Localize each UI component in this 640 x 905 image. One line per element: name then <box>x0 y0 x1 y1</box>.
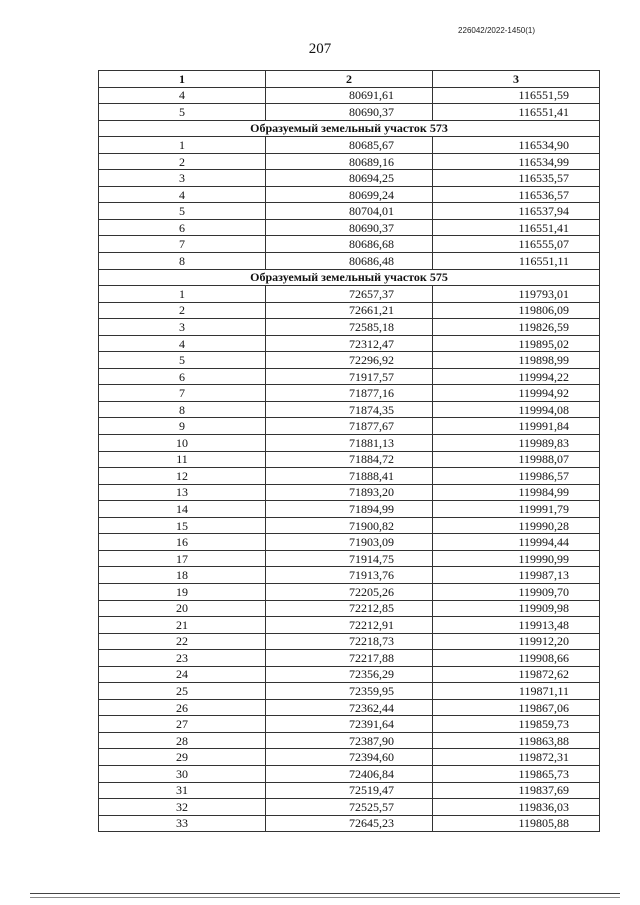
y-coordinate-cell: 119826,59 <box>433 319 600 336</box>
point-number-cell: 14 <box>99 501 266 518</box>
point-number-cell: 1 <box>99 286 266 303</box>
page-number: 207 <box>308 41 332 57</box>
point-number-cell: 19 <box>99 583 266 600</box>
x-coordinate-cell: 72661,21 <box>266 302 433 319</box>
table-row <box>99 451 600 468</box>
point-number-cell: 12 <box>99 468 266 485</box>
point-number-cell: 3 <box>99 319 266 336</box>
table-row <box>99 468 600 485</box>
y-coordinate-cell: 119989,83 <box>433 435 600 452</box>
y-coordinate-cell: 119991,84 <box>433 418 600 435</box>
x-coordinate-cell: 80686,48 <box>266 253 433 270</box>
y-coordinate-cell: 119837,69 <box>433 782 600 799</box>
point-number-cell: 13 <box>99 484 266 501</box>
x-coordinate-cell: 72312,47 <box>266 335 433 352</box>
y-coordinate-cell: 119872,62 <box>433 666 600 683</box>
point-number-cell: 6 <box>99 219 266 236</box>
point-number-cell: 4 <box>99 186 266 203</box>
y-coordinate-cell: 119867,06 <box>433 699 600 716</box>
y-coordinate-cell: 119806,09 <box>433 302 600 319</box>
point-number-cell: 21 <box>99 617 266 634</box>
table-row <box>99 765 600 782</box>
point-number-cell: 33 <box>99 815 266 832</box>
y-coordinate-cell: 119872,31 <box>433 749 600 766</box>
table-row <box>99 137 600 154</box>
table-row <box>99 401 600 418</box>
y-coordinate-cell: 119988,07 <box>433 451 600 468</box>
table-row <box>99 368 600 385</box>
table-row <box>99 782 600 799</box>
x-coordinate-cell: 72296,92 <box>266 352 433 369</box>
table-row <box>99 253 600 270</box>
section-title: Образуемый земельный участок 575 <box>99 269 600 286</box>
column-header-2: 2 <box>266 71 433 88</box>
y-coordinate-cell: 119986,57 <box>433 468 600 485</box>
table-row <box>99 699 600 716</box>
table-row <box>99 534 600 551</box>
table-row <box>99 153 600 170</box>
column-header-1: 1 <box>99 71 266 88</box>
x-coordinate-cell: 80685,67 <box>266 137 433 154</box>
y-coordinate-cell: 119912,20 <box>433 633 600 650</box>
table-row <box>99 385 600 402</box>
point-number-cell: 5 <box>99 104 266 121</box>
y-coordinate-cell: 119909,98 <box>433 600 600 617</box>
table-row <box>99 418 600 435</box>
y-coordinate-cell: 119865,73 <box>433 765 600 782</box>
table-row <box>99 650 600 667</box>
table-row <box>99 104 600 121</box>
x-coordinate-cell: 72406,84 <box>266 765 433 782</box>
y-coordinate-cell: 119908,66 <box>433 650 600 667</box>
point-number-cell: 4 <box>99 335 266 352</box>
table-row <box>99 87 600 104</box>
x-coordinate-cell: 71881,13 <box>266 435 433 452</box>
y-coordinate-cell: 119836,03 <box>433 799 600 816</box>
x-coordinate-cell: 71877,67 <box>266 418 433 435</box>
y-coordinate-cell: 119987,13 <box>433 567 600 584</box>
x-coordinate-cell: 71914,75 <box>266 550 433 567</box>
x-coordinate-cell: 72218,73 <box>266 633 433 650</box>
table-row <box>99 666 600 683</box>
table-row <box>99 302 600 319</box>
x-coordinate-cell: 71893,20 <box>266 484 433 501</box>
x-coordinate-cell: 72519,47 <box>266 782 433 799</box>
table-row <box>99 484 600 501</box>
point-number-cell: 9 <box>99 418 266 435</box>
point-number-cell: 1 <box>99 137 266 154</box>
column-header-3: 3 <box>433 71 600 88</box>
section-title: Образуемый земельный участок 573 <box>99 120 600 137</box>
table-row <box>99 633 600 650</box>
table-row <box>99 435 600 452</box>
point-number-cell: 22 <box>99 633 266 650</box>
section-header-row <box>99 269 600 286</box>
y-coordinate-cell: 119913,48 <box>433 617 600 634</box>
point-number-cell: 25 <box>99 683 266 700</box>
table-row <box>99 352 600 369</box>
y-coordinate-cell: 119990,99 <box>433 550 600 567</box>
table-row <box>99 815 600 832</box>
point-number-cell: 20 <box>99 600 266 617</box>
point-number-cell: 18 <box>99 567 266 584</box>
x-coordinate-cell: 72359,95 <box>266 683 433 700</box>
y-coordinate-cell: 119871,11 <box>433 683 600 700</box>
x-coordinate-cell: 71877,16 <box>266 385 433 402</box>
table-row <box>99 732 600 749</box>
section-header-row <box>99 120 600 137</box>
x-coordinate-cell: 80689,16 <box>266 153 433 170</box>
point-number-cell: 17 <box>99 550 266 567</box>
point-number-cell: 7 <box>99 385 266 402</box>
y-coordinate-cell: 119859,73 <box>433 716 600 733</box>
table-row <box>99 567 600 584</box>
y-coordinate-cell: 116537,94 <box>433 203 600 220</box>
y-coordinate-cell: 119793,01 <box>433 286 600 303</box>
point-number-cell: 16 <box>99 534 266 551</box>
point-number-cell: 26 <box>99 699 266 716</box>
y-coordinate-cell: 119994,92 <box>433 385 600 402</box>
table-row <box>99 286 600 303</box>
footer-rule <box>30 893 620 894</box>
point-number-cell: 8 <box>99 253 266 270</box>
table-row <box>99 600 600 617</box>
x-coordinate-cell: 80690,37 <box>266 104 433 121</box>
y-coordinate-cell: 116551,41 <box>433 219 600 236</box>
point-number-cell: 11 <box>99 451 266 468</box>
x-coordinate-cell: 72217,88 <box>266 650 433 667</box>
point-number-cell: 7 <box>99 236 266 253</box>
x-coordinate-cell: 72525,57 <box>266 799 433 816</box>
table-row <box>99 716 600 733</box>
x-coordinate-cell: 71913,76 <box>266 567 433 584</box>
y-coordinate-cell: 119994,22 <box>433 368 600 385</box>
table-row <box>99 219 600 236</box>
point-number-cell: 32 <box>99 799 266 816</box>
x-coordinate-cell: 80690,37 <box>266 219 433 236</box>
y-coordinate-cell: 116536,57 <box>433 186 600 203</box>
table-row <box>99 799 600 816</box>
point-number-cell: 3 <box>99 170 266 187</box>
x-coordinate-cell: 71888,41 <box>266 468 433 485</box>
x-coordinate-cell: 72356,29 <box>266 666 433 683</box>
y-coordinate-cell: 116535,57 <box>433 170 600 187</box>
y-coordinate-cell: 116555,07 <box>433 236 600 253</box>
point-number-cell: 10 <box>99 435 266 452</box>
x-coordinate-cell: 71874,35 <box>266 401 433 418</box>
x-coordinate-cell: 72391,64 <box>266 716 433 733</box>
y-coordinate-cell: 116551,59 <box>433 87 600 104</box>
point-number-cell: 15 <box>99 517 266 534</box>
y-coordinate-cell: 119898,99 <box>433 352 600 369</box>
point-number-cell: 2 <box>99 153 266 170</box>
table-row <box>99 501 600 518</box>
point-number-cell: 30 <box>99 765 266 782</box>
table-row <box>99 203 600 220</box>
x-coordinate-cell: 72212,91 <box>266 617 433 634</box>
x-coordinate-cell: 72657,37 <box>266 286 433 303</box>
x-coordinate-cell: 72387,90 <box>266 732 433 749</box>
y-coordinate-cell: 119990,28 <box>433 517 600 534</box>
document-id: 226042/2022-1450(1) <box>458 26 535 35</box>
point-number-cell: 6 <box>99 368 266 385</box>
point-number-cell: 24 <box>99 666 266 683</box>
x-coordinate-cell: 71917,57 <box>266 368 433 385</box>
x-coordinate-cell: 72585,18 <box>266 319 433 336</box>
y-coordinate-cell: 116534,90 <box>433 137 600 154</box>
y-coordinate-cell: 119991,79 <box>433 501 600 518</box>
point-number-cell: 4 <box>99 87 266 104</box>
x-coordinate-cell: 80699,24 <box>266 186 433 203</box>
point-number-cell: 5 <box>99 203 266 220</box>
x-coordinate-cell: 80691,61 <box>266 87 433 104</box>
table-header-row <box>99 71 600 88</box>
x-coordinate-cell: 71894,99 <box>266 501 433 518</box>
table-row <box>99 617 600 634</box>
footer-rule-secondary <box>30 897 620 898</box>
table-row <box>99 550 600 567</box>
table-row <box>99 186 600 203</box>
x-coordinate-cell: 72362,44 <box>266 699 433 716</box>
table-row <box>99 517 600 534</box>
point-number-cell: 31 <box>99 782 266 799</box>
y-coordinate-cell: 119909,70 <box>433 583 600 600</box>
point-number-cell: 28 <box>99 732 266 749</box>
table-row <box>99 170 600 187</box>
point-number-cell: 2 <box>99 302 266 319</box>
point-number-cell: 5 <box>99 352 266 369</box>
table-row <box>99 583 600 600</box>
x-coordinate-cell: 71903,09 <box>266 534 433 551</box>
y-coordinate-cell: 119994,44 <box>433 534 600 551</box>
y-coordinate-cell: 119984,99 <box>433 484 600 501</box>
y-coordinate-cell: 119895,02 <box>433 335 600 352</box>
y-coordinate-cell: 116534,99 <box>433 153 600 170</box>
point-number-cell: 8 <box>99 401 266 418</box>
x-coordinate-cell: 71884,72 <box>266 451 433 468</box>
x-coordinate-cell: 72394,60 <box>266 749 433 766</box>
x-coordinate-cell: 80704,01 <box>266 203 433 220</box>
x-coordinate-cell: 72212,85 <box>266 600 433 617</box>
x-coordinate-cell: 71900,82 <box>266 517 433 534</box>
point-number-cell: 23 <box>99 650 266 667</box>
y-coordinate-cell: 119805,88 <box>433 815 600 832</box>
y-coordinate-cell: 116551,41 <box>433 104 600 121</box>
table-row <box>99 236 600 253</box>
coordinates-table <box>98 70 600 832</box>
table-row <box>99 335 600 352</box>
table-row <box>99 749 600 766</box>
point-number-cell: 29 <box>99 749 266 766</box>
table-row <box>99 319 600 336</box>
table-row <box>99 683 600 700</box>
x-coordinate-cell: 72645,23 <box>266 815 433 832</box>
y-coordinate-cell: 116551,11 <box>433 253 600 270</box>
y-coordinate-cell: 119994,08 <box>433 401 600 418</box>
x-coordinate-cell: 72205,26 <box>266 583 433 600</box>
table-body <box>99 87 600 832</box>
y-coordinate-cell: 119863,88 <box>433 732 600 749</box>
x-coordinate-cell: 80686,68 <box>266 236 433 253</box>
point-number-cell: 27 <box>99 716 266 733</box>
x-coordinate-cell: 80694,25 <box>266 170 433 187</box>
